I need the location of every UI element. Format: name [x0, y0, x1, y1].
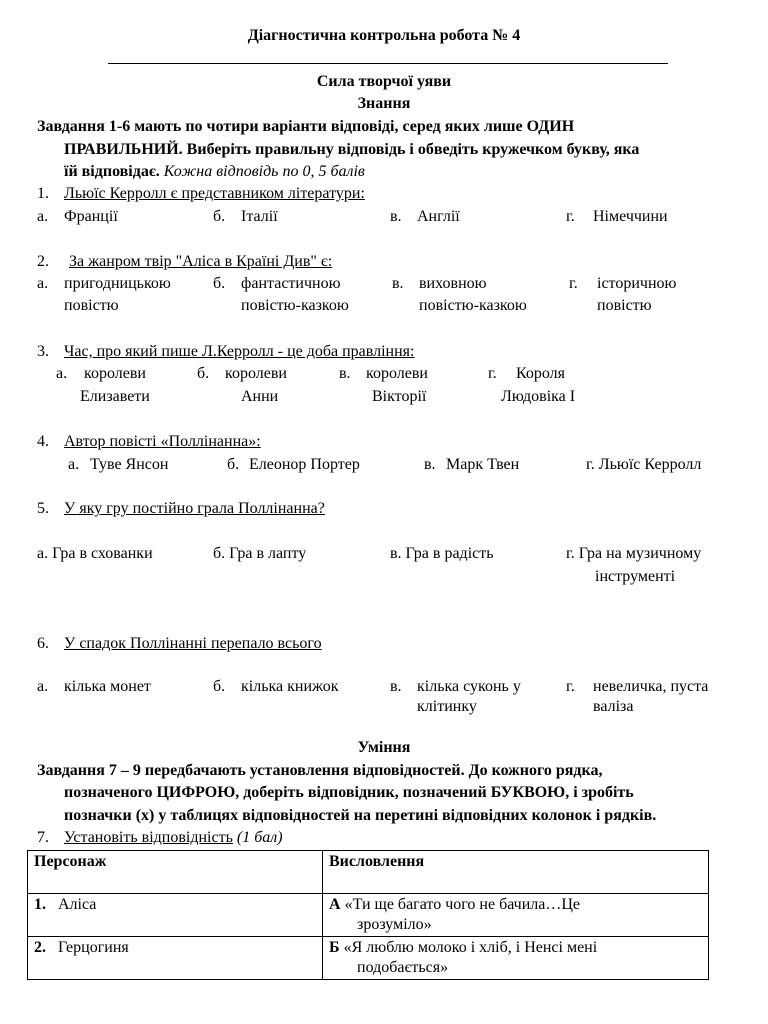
table-header-quote: Висловлення [323, 851, 709, 894]
q3-option-b-letter: б. [197, 365, 210, 382]
q3-option-d-line2: Людовіка І [501, 388, 576, 405]
q6-option-a: кілька монет [64, 678, 151, 695]
instructions-line-3 [64, 162, 365, 182]
q2-option-c-line2: повістю-казкою [419, 297, 527, 314]
page-title: Діагностична контрольна робота № 4 [247, 27, 521, 44]
table-header-character: Персонаж [28, 851, 323, 894]
q2-option-b-line2: повістю-казкою [241, 297, 349, 314]
q6-text: У спадок Поллінанні перепало всього [64, 635, 322, 652]
q7-number: 7. [37, 829, 49, 846]
q3-option-c-line1: королеви [366, 365, 428, 382]
row-number: 2. [34, 939, 46, 956]
quote-line1: «Ти ще багато чого не бачила…Це [340, 896, 581, 913]
q1-option-a-letter: а. [37, 208, 49, 225]
skills-instructions-line-1: Завдання 7 – 9 передбачають установлення відповідностей. До кожного рядка, [37, 762, 603, 779]
section-knowledge-heading: Знання [357, 95, 411, 112]
q5-text: У яку гру постійно грала Поллінанна? [64, 500, 325, 517]
q1-text: Льюїс Керролл є представником літератури: [64, 185, 365, 202]
quote-line2: подобається» [357, 959, 449, 976]
q2-option-c-letter: в. [392, 275, 404, 292]
skills-instructions-line-2: позначеного ЦИФРОЮ, доберіть відповідник, позначений БУКВОЮ, і зробіть [64, 784, 634, 801]
q5-option-c: в. Гра в радість [390, 545, 494, 562]
row-number: 1. [34, 896, 46, 913]
skills-instructions-line-3: позначки (х) у таблицях відповідностей на перетині відповідних колонок і рядків. [64, 807, 657, 824]
q1-option-b-letter: б. [213, 208, 226, 225]
q4-option-b-letter: б. [227, 456, 240, 473]
q6-option-c-letter: в. [390, 678, 402, 695]
page-subtitle: Сила творчої уяви [316, 73, 452, 90]
q6-option-b: кілька книжок [241, 678, 339, 695]
table-cell-quote [323, 894, 709, 937]
quote-letter: А [329, 896, 341, 913]
q7-text: Установіть відповідність [64, 829, 233, 846]
section-skills-heading: Уміння [357, 739, 411, 756]
instructions-line-3-bold: їй відповідає. [64, 163, 160, 180]
q6-option-d-line1: невеличка, пуста [593, 678, 709, 695]
character-name: Герцогиня [58, 939, 129, 956]
table-header-row [28, 851, 709, 894]
table-cell-quote [323, 937, 709, 980]
table-cell-character [28, 937, 323, 980]
matching-table [27, 850, 709, 980]
q2-option-a-letter: а. [37, 275, 49, 292]
q7-prompt [64, 828, 283, 848]
q5-option-d-line2: інструменті [595, 568, 676, 585]
q4-option-a-letter: а. [68, 456, 80, 473]
q3-option-b-line1: королеви [225, 365, 287, 382]
q6-option-d-letter: г. [566, 678, 575, 695]
q2-option-b-letter: б. [213, 275, 226, 292]
instructions-line-1: Завдання 1-6 мають по чотири варіанти відповіді, серед яких лише ОДИН [37, 118, 575, 135]
q2-option-c-line1: виховною [419, 275, 487, 292]
q5-option-b: б. Гра в лапту [213, 545, 307, 562]
q1-option-d-letter: г. [566, 208, 575, 225]
table-row [28, 894, 709, 937]
q3-text: Час, про який пише Л.Керролл - це доба правління: [64, 343, 415, 360]
q1-number: 1. [37, 185, 49, 202]
quote-line1: «Я люблю молоко і хліб, і Ненсі мені [339, 939, 598, 956]
q7-points: (1 бал) [232, 829, 283, 846]
q2-option-a-line1: пригодницькою [64, 275, 171, 292]
q2-option-d-letter: г. [569, 275, 578, 292]
q6-option-c-line2: клітинку [417, 698, 477, 715]
q2-option-a-line2: повістю [64, 297, 119, 314]
q5-option-a: а. Гра в схованки [37, 545, 153, 562]
q4-number: 4. [37, 433, 49, 450]
quote-letter: Б [329, 939, 340, 956]
q5-option-d-line1: г. Гра на музичному [566, 545, 702, 562]
instructions-line-2: ПРАВИЛЬНИЙ. Виберіть правильну відповідь і обведіть кружечком букву, яка [64, 141, 640, 158]
q3-option-a-line1: королеви [84, 365, 146, 382]
q3-option-d-line1: Короля [516, 365, 566, 382]
q1-option-a: Франції [64, 208, 118, 225]
q3-option-b-line2: Анни [241, 388, 279, 405]
q2-option-d-line1: історичною [597, 275, 677, 292]
q4-option-d: г. Льюїс Керролл [586, 456, 702, 473]
q3-option-d-letter: г. [488, 365, 497, 382]
q5-number: 5. [37, 500, 49, 517]
table-row [28, 937, 709, 980]
q4-text: Автор повісті «Поллінанна»: [64, 433, 261, 450]
q1-option-c: Англії [417, 208, 460, 225]
q3-number: 3. [37, 343, 49, 360]
q3-option-a-letter: а. [56, 365, 68, 382]
q4-option-b: Елеонор Портер [249, 456, 360, 473]
q4-option-c-letter: в. [424, 456, 436, 473]
title-divider [108, 63, 668, 64]
q2-number: 2. [37, 253, 49, 270]
character-name: Аліса [58, 896, 97, 913]
quote-line2: зрозуміло» [357, 916, 432, 933]
q6-option-c-line1: кілька суконь у [417, 678, 521, 695]
q4-option-c: Марк Твен [446, 456, 520, 473]
q3-option-c-line2: Вікторії [372, 388, 427, 405]
q6-number: 6. [37, 635, 49, 652]
q6-option-b-letter: б. [213, 678, 226, 695]
q1-option-b: Італії [241, 208, 278, 225]
q2-text: За жанром твір "Аліса в Країні Див" є: [69, 253, 333, 270]
q6-option-d-line2: валіза [593, 698, 634, 715]
q3-option-c-letter: в. [339, 365, 351, 382]
table-cell-character [28, 894, 323, 937]
instructions-points: Кожна відповідь по 0, 5 балів [159, 163, 365, 180]
q6-option-a-letter: а. [37, 678, 49, 695]
q1-option-c-letter: в. [390, 208, 402, 225]
q2-option-d-line2: повістю [597, 297, 652, 314]
q1-option-d: Німеччини [593, 208, 668, 225]
q2-option-b-line1: фантастичною [241, 275, 341, 292]
q4-option-a: Туве Янсон [90, 456, 169, 473]
q3-option-a-line2: Елизавети [80, 388, 150, 405]
